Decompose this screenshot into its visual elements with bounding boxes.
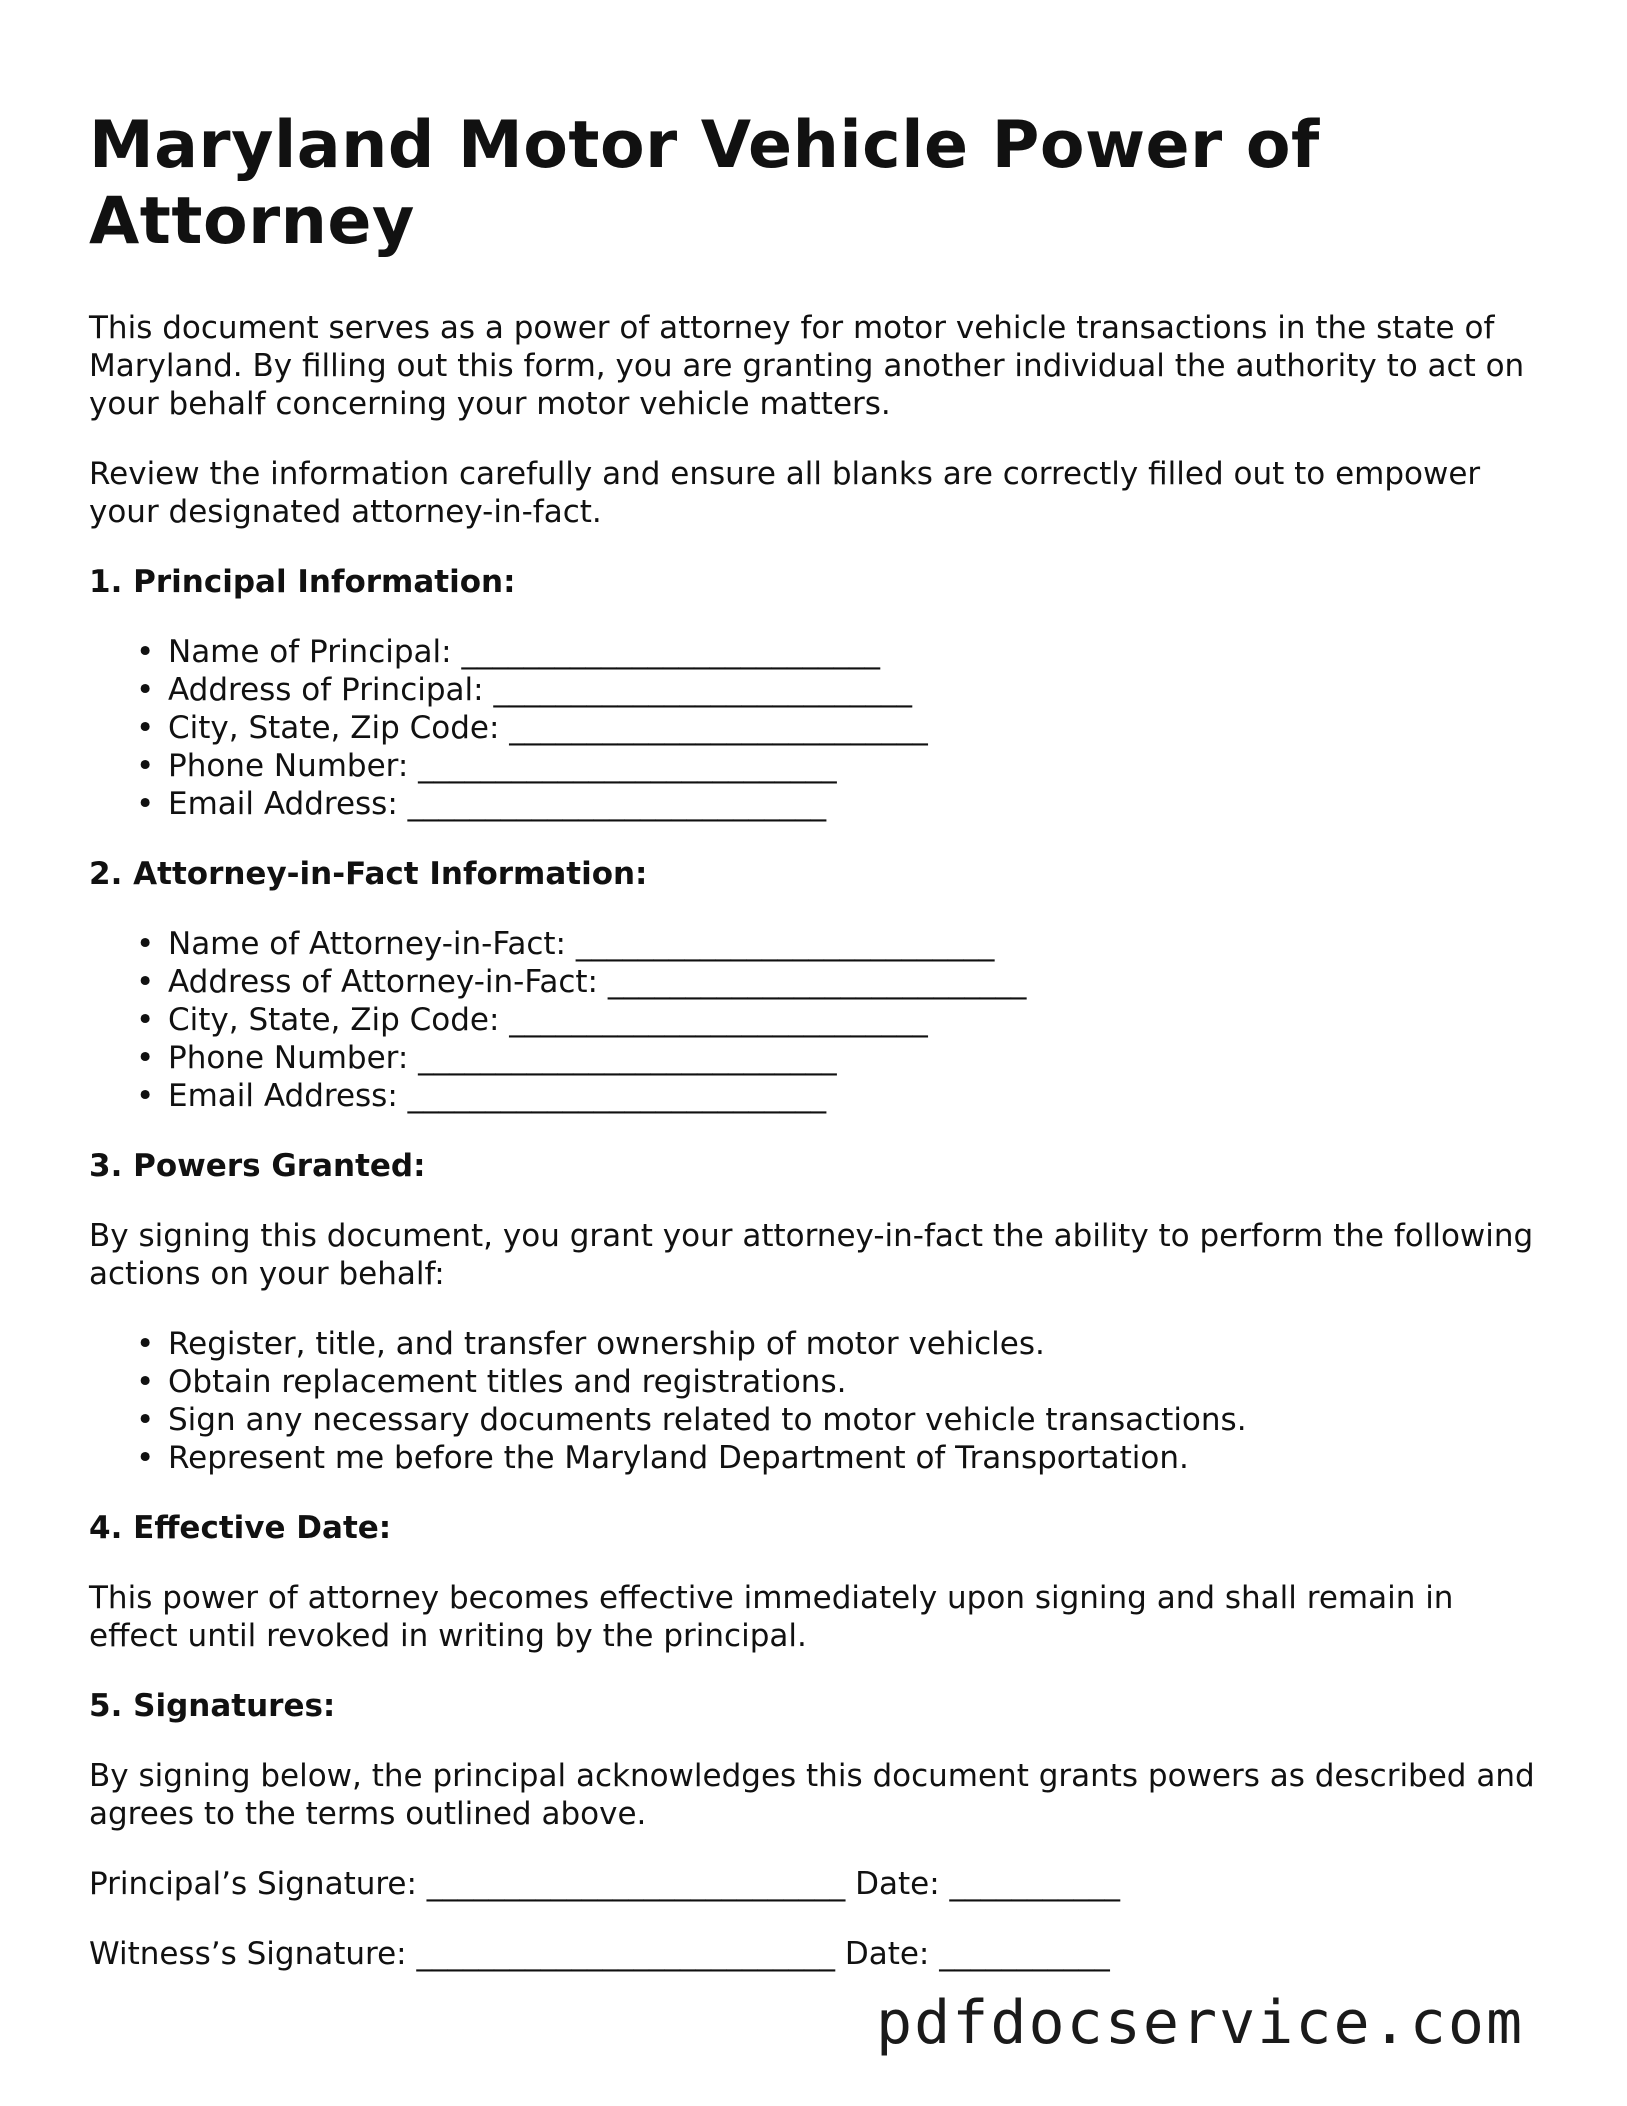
bullet-icon: • bbox=[136, 1040, 155, 1076]
list-item: • Represent me before the Maryland Department of Transportation. bbox=[136, 1440, 1189, 1476]
bullet-icon: • bbox=[136, 710, 155, 746]
watermark: pdfdocservice.com bbox=[876, 1988, 1525, 2058]
section-5-heading: 5. Signatures: bbox=[89, 1688, 336, 1724]
powers-paragraph: By signing this document, you grant your attorney-in-fact the ability to perform the following actions on your behalf: bbox=[89, 1218, 1534, 1292]
document-title: Maryland Motor Vehicle Power of Attorney bbox=[89, 108, 1320, 259]
bullet-icon: • bbox=[136, 672, 155, 708]
list-item: • City, State, Zip Code: ___________________________ bbox=[136, 1002, 928, 1038]
bullet-icon: • bbox=[136, 1002, 155, 1038]
attorney-info-list bbox=[89, 925, 1549, 1115]
list-item: • Email Address: ___________________________ bbox=[136, 786, 827, 822]
section-4-heading: 4. Effective Date: bbox=[89, 1510, 392, 1546]
section-1-heading: 1. Principal Information: bbox=[89, 564, 516, 600]
list-item: • Phone Number: ___________________________ bbox=[136, 748, 837, 784]
bullet-icon: • bbox=[136, 1326, 155, 1362]
list-item: • Phone Number: ___________________________ bbox=[136, 1040, 837, 1076]
bullet-icon: • bbox=[136, 1078, 155, 1114]
signatures-paragraph: By signing below, the principal acknowledges this document grants powers as described and agrees to the terms outlined above. bbox=[89, 1758, 1535, 1832]
list-item: • Name of Principal: ___________________________ bbox=[136, 634, 880, 670]
list-item: • Email Address: ___________________________ bbox=[136, 1078, 827, 1114]
section-3-heading: 3. Powers Granted: bbox=[89, 1148, 426, 1184]
list-item: • Sign any necessary documents related to motor vehicle transactions. bbox=[136, 1402, 1247, 1438]
list-item: • Address of Principal: ___________________________ bbox=[136, 672, 912, 708]
document-page bbox=[89, 108, 1549, 1973]
effective-date-paragraph: This power of attorney becomes effective immediately upon signing and shall remain in effect until revoked in writing by the principal. bbox=[89, 1580, 1454, 1654]
bullet-icon: • bbox=[136, 748, 155, 784]
powers-list bbox=[89, 1325, 1549, 1477]
section-2-heading: 2. Attorney-in-Fact Information: bbox=[89, 856, 648, 892]
bullet-icon: • bbox=[136, 926, 155, 962]
intro-paragraph-1: This document serves as a power of attorney for motor vehicle transactions in the state of Maryland. By filling out this form, you are granting another individual the authority to act on your behalf concerning your motor vehicle matters. bbox=[89, 310, 1525, 422]
list-item: • City, State, Zip Code: ___________________________ bbox=[136, 710, 928, 746]
witness-signature-line: Witness’s Signature: ___________________________ Date: ___________ bbox=[89, 1936, 1110, 1972]
bullet-icon: • bbox=[136, 1440, 155, 1476]
principal-signature-line: Principal’s Signature: ___________________________ Date: ___________ bbox=[89, 1866, 1121, 1902]
list-item: • Name of Attorney-in-Fact: ___________________________ bbox=[136, 926, 995, 962]
list-item: • Obtain replacement titles and registrations. bbox=[136, 1364, 847, 1400]
bullet-icon: • bbox=[136, 786, 155, 822]
bullet-icon: • bbox=[136, 1364, 155, 1400]
principal-info-list bbox=[89, 633, 1549, 823]
bullet-icon: • bbox=[136, 634, 155, 670]
list-item: • Register, title, and transfer ownership of motor vehicles. bbox=[136, 1326, 1045, 1362]
list-item: • Address of Attorney-in-Fact: ___________________________ bbox=[136, 964, 1027, 1000]
bullet-icon: • bbox=[136, 1402, 155, 1438]
intro-paragraph-2: Review the information carefully and ensure all blanks are correctly filled out to empower your designated attorney-in-fact. bbox=[89, 456, 1481, 530]
bullet-icon: • bbox=[136, 964, 155, 1000]
